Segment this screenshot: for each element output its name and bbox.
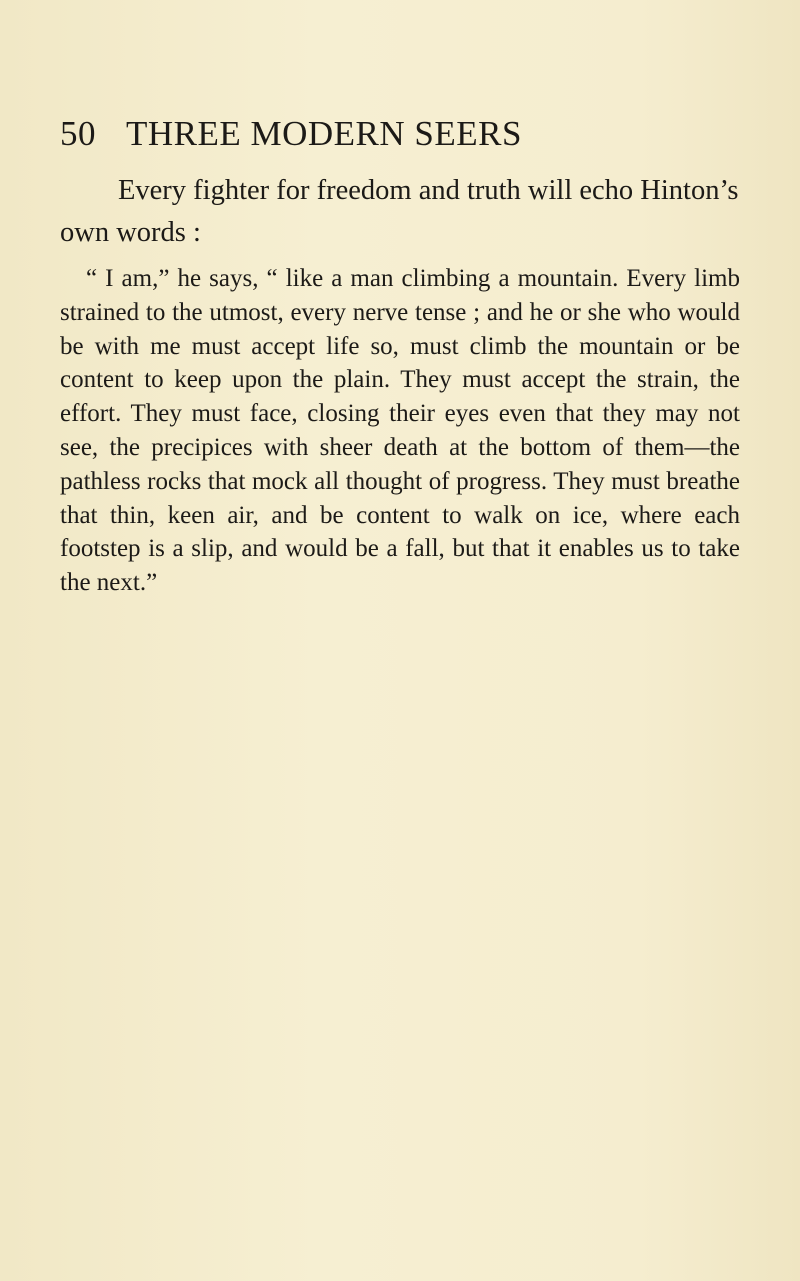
intro-paragraph: Every fighter for freedom and truth will echo Hinton’s own words : — [60, 175, 739, 248]
page-number: 50 — [60, 114, 96, 153]
page-header — [60, 112, 740, 156]
quote-paragraph: “ I am,” he says, “ like a man climbing a mountain. Every limb strained to the utmost, every nerve tense ; and he or she who would be with me must accept life so, must climb the mountain or be content to keep upon the plain. They must accept the strain, the effort. They must face, closing their eyes even that they may not see, the precipices with sheer death at the bottom of them—the pathless rocks that mock all thought of progress. They must breathe that thin, keen air, and be content to walk on ice, where each footstep is a slip, and would be a fall, but that it enables us to take the next.” — [60, 265, 740, 597]
running-title: THREE MODERN SEERS — [126, 114, 522, 153]
